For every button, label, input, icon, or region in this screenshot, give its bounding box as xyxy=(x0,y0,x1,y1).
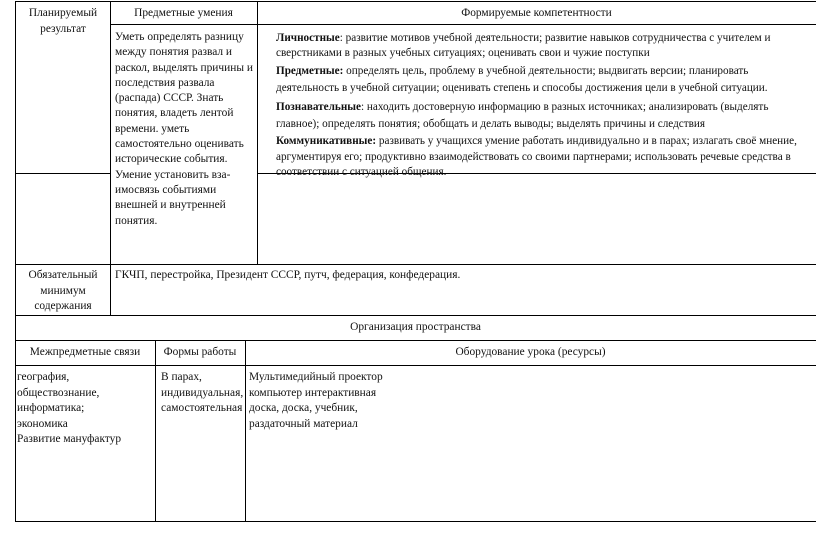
table1-row-rule xyxy=(15,264,816,265)
table2-col-divider-1 xyxy=(155,340,156,521)
header-work-forms: Формы работы xyxy=(163,346,237,358)
minimum-content-value: ГКЧП, перестройка, Президент СССР, путч, федерация, конфедерация. xyxy=(115,269,461,281)
table1-header-rule xyxy=(110,24,816,25)
table1-col-divider-2 xyxy=(257,1,258,265)
minimum-content-label: Обязательный минимум содержания xyxy=(28,269,98,312)
space-organization-title: Организация пространства xyxy=(350,321,481,333)
header-competencies: Формируемые компетентности xyxy=(461,7,612,19)
table1-inner-rule xyxy=(15,173,111,174)
table2-bottom-border xyxy=(15,521,816,522)
table1-bottom-border xyxy=(15,315,816,316)
personal-competency: Личностные: развитие мотивов учебной деятельности; развитие навыков сотрудничества с учителем и xyxy=(276,32,771,44)
work-forms-list: В парах, индивидуальная, самостоятельная xyxy=(161,371,244,414)
header-planned-result: Планируемый результат xyxy=(28,7,98,35)
table2-header-rule xyxy=(15,340,816,341)
equipment-list: Мультимедийный проектор компьютер интерактивная доска, доска, учебник, раздаточный материал xyxy=(249,371,383,430)
table1-top-border xyxy=(15,1,816,2)
subject-skills-text: Уметь определять разницу между понятия развал и раскол, выделять причины и последствия развала (распада) СССР. Знать понятия, владеть лентой времени. уметь самостоятельно оценивать исторические события. Умение установить вза- имосвязь событиями внешней и внутренней понятия. xyxy=(115,31,253,227)
header-subject-skills: Предметные умения xyxy=(134,7,233,19)
header-equipment: Оборудование урока (ресурсы) xyxy=(455,346,606,358)
table2-subheader-rule xyxy=(15,365,816,366)
subject-competency: Предметные: определять цель, проблему в учебной деятельности; выдвигать версии; планировать xyxy=(276,64,749,77)
competencies-text: Личностные: развитие мотивов учебной деятельности; развитие навыков сотрудничества с учителем и сверстниками в разных учебных ситуациях; оценивать свои и чужие поступки Предметные: определять цель, проблему в учебной деятельности; выдвигать версии; планировать деятельность в учебной ситуации; оценивать степень и способы достижения цели в учебной ситуации. Познавательные: находить достоверную информацию в разных источниках; анализировать (выделять главное); определять понятия; обобщать и делать выводы; выделять причины и следствия Коммуникативные: развивать у учащихся умение работать индивидуально и в парах; излагать своё мнение, аргументируя его; продуктивно взаимодействовать со своими партнерами; использовать речевые средства в соответствии с ситуацией общения. xyxy=(276,32,797,179)
table2-col-divider-2 xyxy=(245,340,246,521)
header-interdisciplinary: Межпредметные связи xyxy=(29,346,141,358)
interdisciplinary-list: география, обществознание, информатика; экономика Развитие мануфактур xyxy=(17,371,122,445)
cognitive-competency: Познавательные: находить достоверную информацию в разных источниках; анализировать (выделять xyxy=(276,100,769,113)
communicative-competency: Коммуникативные: развивать у учащихся умение работать индивидуально и в парах; излагать своё мнение, xyxy=(276,135,797,148)
